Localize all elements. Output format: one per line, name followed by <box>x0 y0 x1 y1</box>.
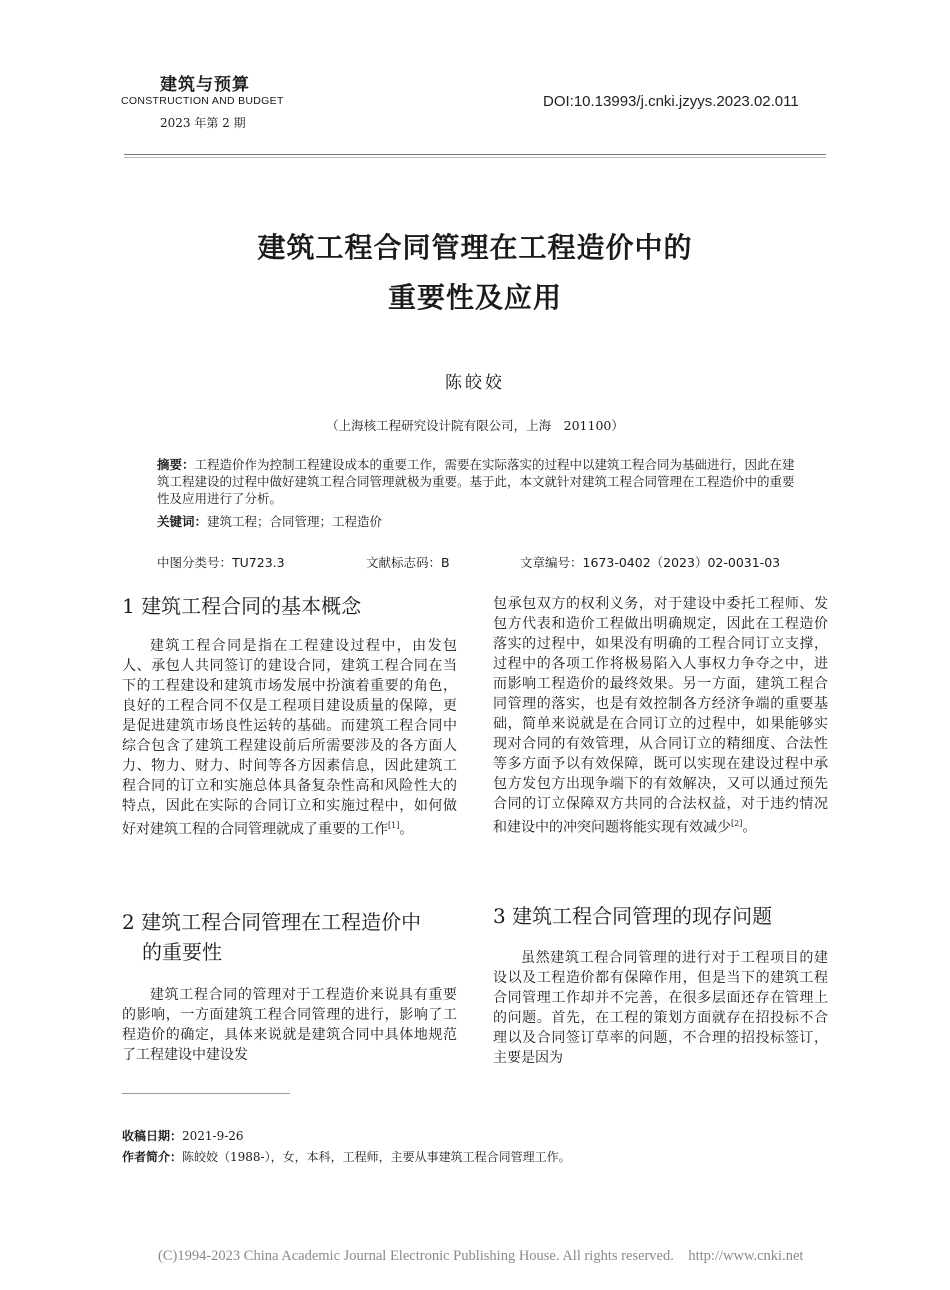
keywords-label: 关键词： <box>157 514 208 529</box>
issue-number: 2023 年第 2 期 <box>160 116 246 130</box>
section-2-heading-line2: 的重要性 <box>142 940 222 964</box>
received-label: 收稿日期： <box>122 1129 183 1143</box>
keywords-text: 建筑工程；合同管理；工程造价 <box>207 514 383 529</box>
author-name: 陈皎姣 <box>445 373 505 393</box>
header-divider-secondary <box>124 157 826 158</box>
author-bio <box>122 1148 571 1165</box>
section-2-end: 。 <box>742 819 757 836</box>
journal-name: 建筑与预算 <box>160 75 250 95</box>
document-code-label: 文献标志码： <box>366 555 442 570</box>
article-number-label: 文章编号： <box>520 555 583 570</box>
bio-text: 陈皎姣（1988-），女，本科，工程师，主要从事建筑工程合同管理工作。 <box>182 1150 571 1164</box>
received-date <box>122 1127 244 1144</box>
abstract-text: 工程造价作为控制工程建设成本的重要工作，需要在实际落实的过程中以建筑工程合同为基础进行，因此在建筑工程建设的过程中做好建筑工程合同管理就极为重要。基于此，本文就针对建筑工程合同管理在工程造价中的重要性及应用进行了分析。 <box>157 457 795 506</box>
article-number-value: 1673-0402（2023）02-0031-03 <box>582 555 781 570</box>
section-2-paragraph: 建筑工程合同的管理对于工程造价来说具有重要的影响，一方面建筑工程合同管理的进行，影响了工程造价的确定，具体来说就是建筑合同中具体地规范了工程建设中建设发 <box>122 987 457 1063</box>
document-code <box>366 553 450 571</box>
header-divider <box>124 154 826 155</box>
footnote-divider <box>122 1093 290 1094</box>
affiliation: （上海核工程研究设计院有限公司，上海 201100） <box>326 418 624 433</box>
keywords <box>157 513 797 530</box>
paper-title-line2: 重要性及应用 <box>387 281 562 314</box>
article-number <box>520 553 780 571</box>
section-3-heading: 3 建筑工程合同管理的现存问题 <box>493 904 773 928</box>
abstract <box>157 456 797 507</box>
section-1-heading: 1 建筑工程合同的基本概念 <box>122 594 362 618</box>
section-2-paragraph-continued <box>493 594 828 838</box>
section-2-heading <box>122 907 462 967</box>
citation-2: [2] <box>731 819 743 828</box>
section-1-text: 建筑工程合同是指在工程建设过程中，由发包人、承包人共同签订的建设合同，建筑工程合同在当下的工程建设和建筑市场发展中扮演着重要的角色，良好的工程合同不仅是工程项目建设质量的保障，更是促进建筑市场良性运转的基础。而建筑工程合同中综合包含了建筑工程建设前后所需要涉及的各方面人力、物力、财力、时间等各方因素信息，因此建筑工程合同的订立和实施总体具备复杂性高和风险性大的特点，因此在实际的合同订立和实施过程中，如何做好对建筑工程的合同管理就成了重要的工作 <box>122 638 457 838</box>
paper-title-line1: 建筑工程合同管理在工程造价中的 <box>257 231 693 264</box>
section-2-heading-line1: 2 建筑工程合同管理在工程造价中 <box>122 910 422 934</box>
section-1-end: 。 <box>399 821 414 838</box>
section-1-paragraph <box>122 636 457 840</box>
clc-label: 中图分类号： <box>157 555 233 570</box>
section-2-cont-text: 包承包双方的权利义务，对于建设中委托工程师、发包方代表和造价工程做出明确规定，因此在工程造价落实的过程中，如果没有明确的工程合同订立支撑，过程中的各项工作将极易陷入人事权力争夺之中，进而影响工程造价的最终效果。另一方面，建筑工程合同管理的落实，也是有效控制各方经济争端的重要基础，简单来说就是在合同订立的过程中，如果能够实现对合同的有效管理，从合同订立的精细度、合法性等多方面予以有效保障，既可以实现在建设过程中承包方发包方出现争端下的有效解决，又可以通过预先合同的订立保障双方共同的合法权益，对于违约情况和建设中的冲突问题将能实现有效减少 <box>493 596 828 836</box>
section-3-paragraph: 虽然建筑工程合同管理的进行对于工程项目的建设以及工程造价都有保障作用，但是当下的建筑工程合同管理工作却并不完善，在很多层面还存在管理上的问题。首先，在工程的策划方面就存在招投标不合理以及合同签订草率的问题，不合理的招投标签订，主要是因为 <box>493 950 828 1066</box>
copyright-notice: (C)1994-2023 China Academic Journal Electronic Publishing House. All rights reserved. http://www.cnki.net <box>158 1248 804 1264</box>
journal-english-name: CONSTRUCTION AND BUDGET <box>121 95 284 107</box>
doi: DOI:10.13993/j.cnki.jzyys.2023.02.011 <box>543 93 799 110</box>
clc-number <box>157 553 285 571</box>
bio-label: 作者简介： <box>122 1150 183 1164</box>
abstract-label: 摘要： <box>157 457 195 472</box>
received-value: 2021-9-26 <box>182 1129 244 1143</box>
document-code-value: B <box>441 555 450 570</box>
citation-1: [1] <box>388 821 400 830</box>
clc-value: TU723.3 <box>232 555 285 570</box>
